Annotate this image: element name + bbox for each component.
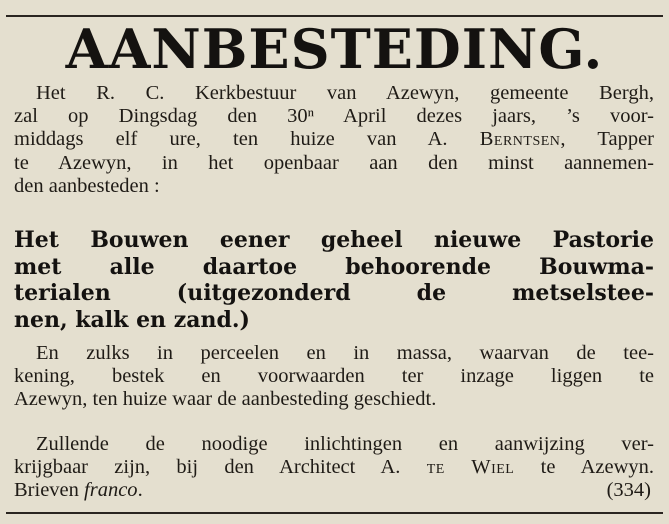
terms-paragraph xyxy=(14,342,654,412)
work-line-4: nen, kalk en zand.) xyxy=(14,306,250,333)
info-line-2 xyxy=(14,456,654,479)
work-description xyxy=(14,227,654,333)
intro-paragraph xyxy=(14,82,654,198)
info-line-3 xyxy=(14,479,654,502)
franco-word: franco xyxy=(84,479,138,502)
intro-line-3-start: middags elf ure, ten huize van A. xyxy=(14,128,480,151)
bottom-rule xyxy=(6,512,663,514)
intro-line-1: Het R. C. Kerkbestuur van Azewyn, gemeente Bergh, xyxy=(36,82,654,104)
intro-line-2: zal op Dingsdag den 30ⁿ April dezes jaars, ’s voor- xyxy=(14,105,654,128)
intro-line-3 xyxy=(14,128,654,151)
info-line-2-start: krijgbaar zijn, bij den Architect A. xyxy=(14,456,427,479)
work-line-1: Het Bouwen eener geheel nieuwe Pastorie xyxy=(14,227,654,253)
architect-name: te Wiel xyxy=(426,456,515,479)
work-line-2: met alle daartoe behoorende Bouwma- xyxy=(14,253,654,280)
intro-line-4: te Azewyn, in het openbaar aan den minst aannemen- xyxy=(14,151,654,174)
info-line-3-start: Brieven xyxy=(14,479,85,502)
terms-line-2: kening, bestek en voorwaarden ter inzage liggen te xyxy=(14,365,654,388)
info-paragraph xyxy=(14,433,654,503)
intro-line-5: den aanbesteden : xyxy=(14,174,160,197)
intro-line-3-end: , Tapper xyxy=(560,128,654,151)
work-line-3: terialen (uitgezonderd de metselstee- xyxy=(14,280,654,306)
terms-line-3: Azewyn, ten huize waar de aanbesteding geschiedt. xyxy=(14,388,437,411)
info-line-1: Zullende de noodige inlichtingen en aanwijzing ver- xyxy=(36,433,654,455)
contractor-name: Berntsen xyxy=(479,128,561,151)
info-line-2-end: te Azewyn. xyxy=(514,456,654,479)
info-line-3-end: . xyxy=(137,479,143,502)
terms-line-1: En zulks in perceelen en in massa, waarvan de tee- xyxy=(36,342,654,364)
advertisement-number: (334) xyxy=(606,479,651,501)
advertisement-title: AANBESTEDING. xyxy=(65,17,604,81)
